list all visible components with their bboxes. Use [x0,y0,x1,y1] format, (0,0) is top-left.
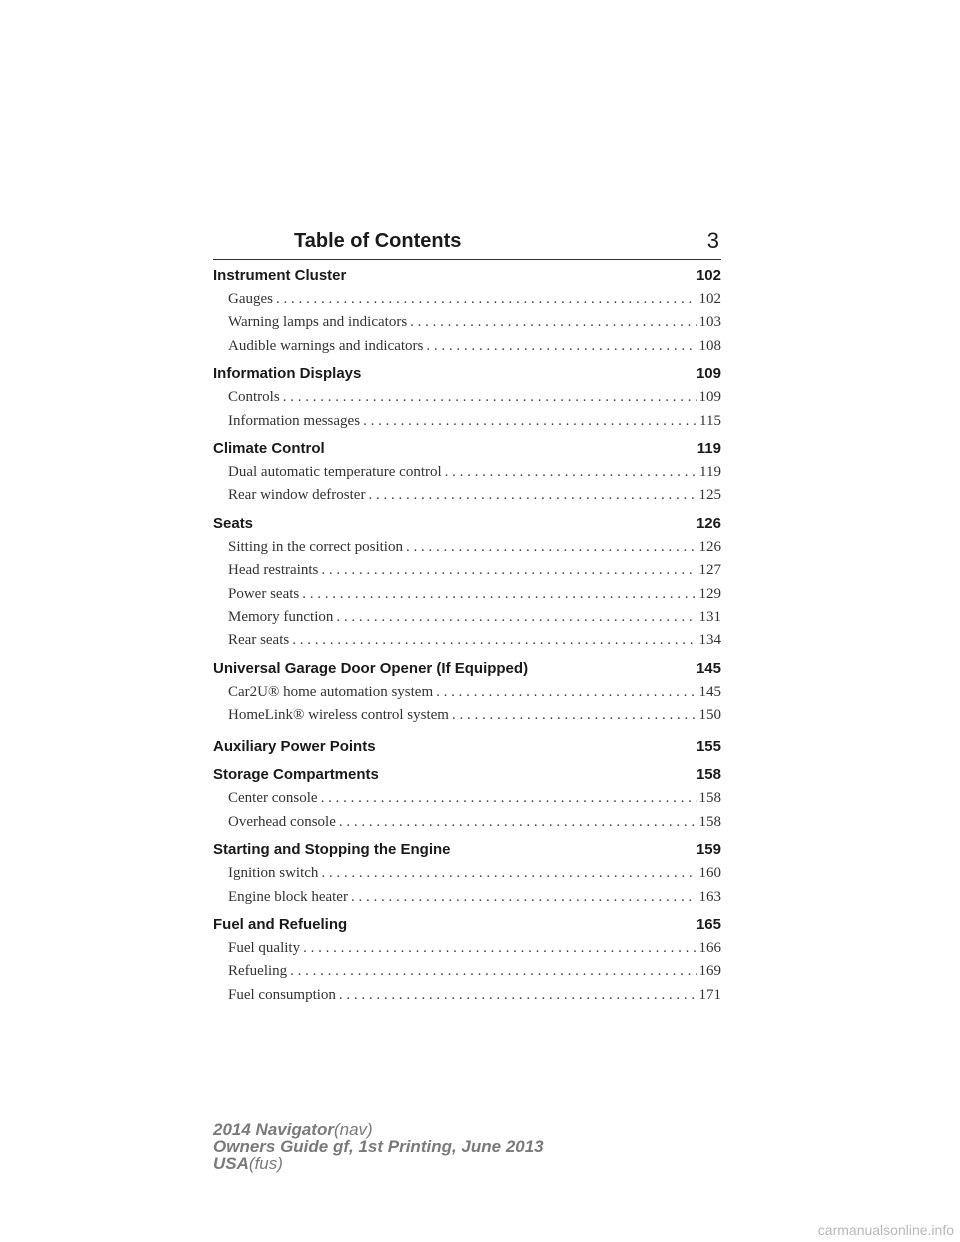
toc-section-heading[interactable] [213,440,721,464]
dot-leader [292,632,696,649]
toc-entry-title: Refueling [228,963,288,980]
toc-section [213,766,721,837]
toc-entry[interactable] [213,865,721,888]
toc-entry[interactable] [213,940,721,963]
toc-entry-title: Power seats [228,585,300,602]
toc-entry-page: 115 [699,412,721,429]
toc-entry-page: 150 [698,707,721,724]
toc-section [213,738,721,762]
dot-leader [321,790,697,807]
toc-section-heading[interactable] [213,365,721,389]
dot-leader [452,707,697,724]
toc-section-title: Instrument Cluster [213,267,347,284]
dot-leader [363,413,697,430]
toc-entry-title: Gauges [228,291,273,307]
dot-leader [406,539,697,556]
toc-entry-page: 126 [698,538,721,555]
toc-entry-title: Engine block heater [228,888,348,905]
toc-entry-page: 145 [698,683,721,700]
dot-leader [339,987,697,1004]
toc-entry-title: Memory function [228,608,334,625]
toc-entry[interactable] [213,814,721,837]
dot-leader [302,586,696,603]
toc-entry-title: Warning lamps and indicators [228,314,408,331]
toc-entry[interactable] [213,609,721,632]
dot-leader [426,338,696,355]
toc-entry-title: Overhead console [228,813,336,830]
toc-section-title: Auxiliary Power Points [213,738,376,756]
toc-entry-title: Head restraints [228,562,319,579]
toc-entry[interactable] [213,338,721,361]
toc-section-title: Climate Control [213,439,325,457]
toc-section-heading[interactable] [213,841,721,865]
toc-entry-page: 160 [698,865,721,882]
toc-section [213,440,721,511]
toc-entry-page: 158 [698,813,721,830]
toc-entry-title: Fuel quality [228,940,301,957]
toc-entry-page: 103 [698,314,721,331]
toc-entry[interactable] [213,707,721,730]
toc-entry-title: Dual automatic temperature control [228,463,442,480]
table-of-contents [213,267,721,1010]
toc-entry[interactable] [213,586,721,609]
toc-section-page: 165 [695,916,721,934]
toc-section-title: Storage Compartments [213,766,379,784]
toc-entry[interactable] [213,684,721,707]
toc-entry[interactable] [213,389,721,412]
toc-section-page: 119 [696,439,721,457]
toc-entry-title: Audible warnings and indicators [228,337,424,354]
footer-line-market [213,1155,544,1172]
toc-section-title: Seats [213,514,254,532]
toc-section-page: 145 [695,659,721,677]
toc-entry-title: Sitting in the correct position [228,538,403,555]
footer-market-code: (fus) [248,1154,283,1173]
toc-section-heading[interactable] [213,766,721,790]
page-header [213,228,721,260]
toc-entry-page: 127 [698,562,721,579]
toc-entry-title: Ignition switch [228,865,319,882]
toc-entry[interactable] [213,889,721,912]
watermark: carmanualsonline.info [817,1222,954,1238]
toc-entry-page: 108 [698,337,721,354]
toc-entry-page: 166 [698,940,721,957]
toc-entry-page: 163 [698,888,721,905]
toc-section-heading[interactable] [213,267,721,291]
toc-section [213,365,721,436]
toc-section-page: 109 [695,365,721,383]
toc-section [213,916,721,1010]
toc-entry-page: 119 [699,463,721,480]
dot-leader [283,389,697,406]
toc-entry-page: 158 [698,790,721,807]
dot-leader [436,684,696,701]
toc-section [213,267,721,361]
dot-leader [303,940,696,957]
toc-entry-title: Rear seats [228,632,290,649]
footer-model: 2014 Navigator [213,1120,334,1139]
dot-leader [368,487,696,504]
dot-leader [410,314,696,331]
toc-entry-page: 171 [698,986,721,1003]
toc-entry-page: 129 [698,585,721,602]
toc-section-heading[interactable] [213,738,721,762]
toc-section-title: Starting and Stopping the Engine [213,841,451,859]
toc-entry-title: Rear window defroster [228,487,366,504]
toc-entry[interactable] [213,314,721,337]
footer-model-code: (nav) [333,1120,373,1139]
toc-entry[interactable] [213,291,721,314]
toc-section-title: Information Displays [213,365,362,383]
toc-entry[interactable] [213,487,721,510]
toc-entry[interactable] [213,987,721,1010]
toc-entry-page: 109 [698,389,721,406]
dot-leader [276,291,697,308]
toc-entry[interactable] [213,464,721,487]
toc-section-heading[interactable] [213,660,721,684]
page-title: Table of Contents [294,230,462,252]
toc-section [213,515,721,656]
toc-section-title: Universal Garage Door Opener (If Equipped) [213,659,529,677]
dot-leader [351,889,697,906]
toc-section-heading[interactable] [213,515,721,539]
toc-section-page: 126 [695,514,721,532]
toc-entry-title: Controls [228,389,280,406]
toc-section-page: 155 [695,738,721,756]
toc-entry[interactable] [213,413,721,436]
toc-entry[interactable] [213,539,721,562]
toc-entry[interactable] [213,562,721,585]
toc-entry-page: 125 [698,487,721,504]
toc-entry-title: Fuel consumption [228,986,336,1003]
toc-entry[interactable] [213,963,721,986]
toc-entry-page: 169 [698,963,721,980]
toc-section-page: 102 [695,267,721,284]
toc-section-page: 159 [695,841,721,859]
dot-leader [445,464,697,481]
dot-leader [339,814,697,831]
dot-leader [321,562,696,579]
toc-entry-page: 102 [698,291,721,307]
toc-entry-page: 134 [698,632,721,649]
toc-entry[interactable] [213,790,721,813]
toc-entry-title: Center console [228,790,318,807]
footer-line-model [213,1121,544,1138]
toc-section-heading[interactable] [213,916,721,940]
toc-entry-title: HomeLink® wireless control system [228,707,449,724]
toc-section-title: Fuel and Refueling [213,916,348,934]
toc-entry-title: Car2U® home automation system [228,683,434,700]
toc-section [213,660,721,731]
toc-entry-page: 131 [698,608,721,625]
footer-printing: Owners Guide gf, 1st Printing, June 2013 [213,1137,544,1156]
toc-entry[interactable] [213,632,721,655]
dot-leader [290,963,696,980]
page-footer [213,1121,544,1172]
dot-leader [321,865,696,882]
page-number: 3 [706,228,719,253]
toc-section [213,841,721,912]
footer-market: USA [213,1154,249,1173]
dot-leader [336,609,696,626]
toc-entry-title: Information messages [228,412,361,429]
toc-section-page: 158 [695,766,721,784]
